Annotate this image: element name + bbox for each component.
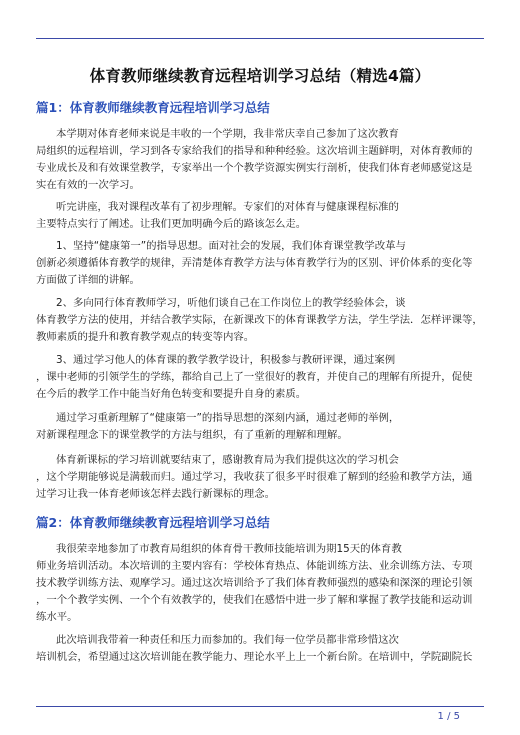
page-number: 1 / 5 bbox=[437, 711, 460, 722]
paragraph: 本学期对体育老师来说是丰收的一个学期，我非常庆幸自己参加了这次教育 局组织的远程培训，学习到各专家给我们的指导和种种经验。这次培训主题鲜明，对体育教师的 专业成长及和有效课堂教学，专家举出一个个教学资源实例实行剖析，使我们体育老师感觉这是 实在有效的一次学习。 bbox=[36, 128, 473, 191]
document-title: 体育教师继续教育远程培训学习总结（精选4篇） bbox=[89, 67, 431, 85]
paragraph: 此次培训我带着一种责任和压力而参加的。我们每一位学员都非常珍惜这次 培训机会，希望通过这次培训能在教学能力、理论水平上上一个新台阶。在培训中，学院副院长 bbox=[36, 634, 473, 663]
header-rule bbox=[36, 38, 484, 39]
paragraph: 体育新课标的学习培训就要结束了，感谢教育局为我们提供这次的学习机会 ，这个学期能够说是满载而归。通过学习，我收获了很多平时很难了解到的经验和教学方法，通 过学习让我一体育老师该怎样去践行新课标的理念。 bbox=[36, 454, 473, 500]
paragraph: 1、坚持“健康第一”的指导思想。面对社会的发展，我们体育课堂教学改革与 创新必须遵循体育教学的规律，弄清楚体育教学方法与体育教学行为的区别、评价体系的变化等 方面做了详细的讲解。 bbox=[36, 240, 473, 286]
section-heading-2: 篇2：体育教师继续教育远程培训学习总结 bbox=[36, 515, 270, 530]
paragraph: 3、通过学习他人的体育课的教学教学设计，积极参与教研评课，通过案例 ，课中老师的引领学生的学练，都给自己上了一堂很好的教育，并使自己的理解有所提升，促使 在今后的教学工作中能当好角色转变和要提升自身的素质。 bbox=[36, 354, 473, 400]
paragraph: 2、多向同行体育教师学习，听他们谈自己在工作岗位上的教学经验体会，谈 体育教学方法的使用，并结合教学实际，在新课改下的体育课教学方法，学生学法．怎样评课等， 教师素质的提升和教育教学观点的转变等内容。 bbox=[36, 297, 483, 343]
paragraph: 我很荣幸地参加了市教育局组织的体育骨干教师技能培训为期15天的体育教 师业务培训活动。本次培训的主要内容有：学校体育热点、体能训练方法、业余训练方法、专项 技术教学训练方法、观摩学习。通过这次培训给予了我们体育教师强烈的感染和深深的理论引领 ，一个个教学实例、一个个有效教学的，使我们在感悟中进一步了解和掌握了教学技能和运动训 练水平。 bbox=[36, 543, 473, 623]
section-heading-1: 篇1：体育教师继续教育远程培训学习总结 bbox=[36, 100, 270, 115]
paragraph: 通过学习重新理解了“健康第一”的指导思想的深刻内涵，通过老师的举例， 对新课程理念下的课堂教学的方法与组织，有了重新的理解和理解。 bbox=[36, 412, 400, 441]
paragraph: 听完讲座，我对课程改革有了初步理解。专家们的对体育与健康课程标准的 主要特点实行了阐述。让我们更加明确今后的路该怎么走。 bbox=[36, 201, 399, 230]
footer-rule bbox=[36, 706, 484, 707]
